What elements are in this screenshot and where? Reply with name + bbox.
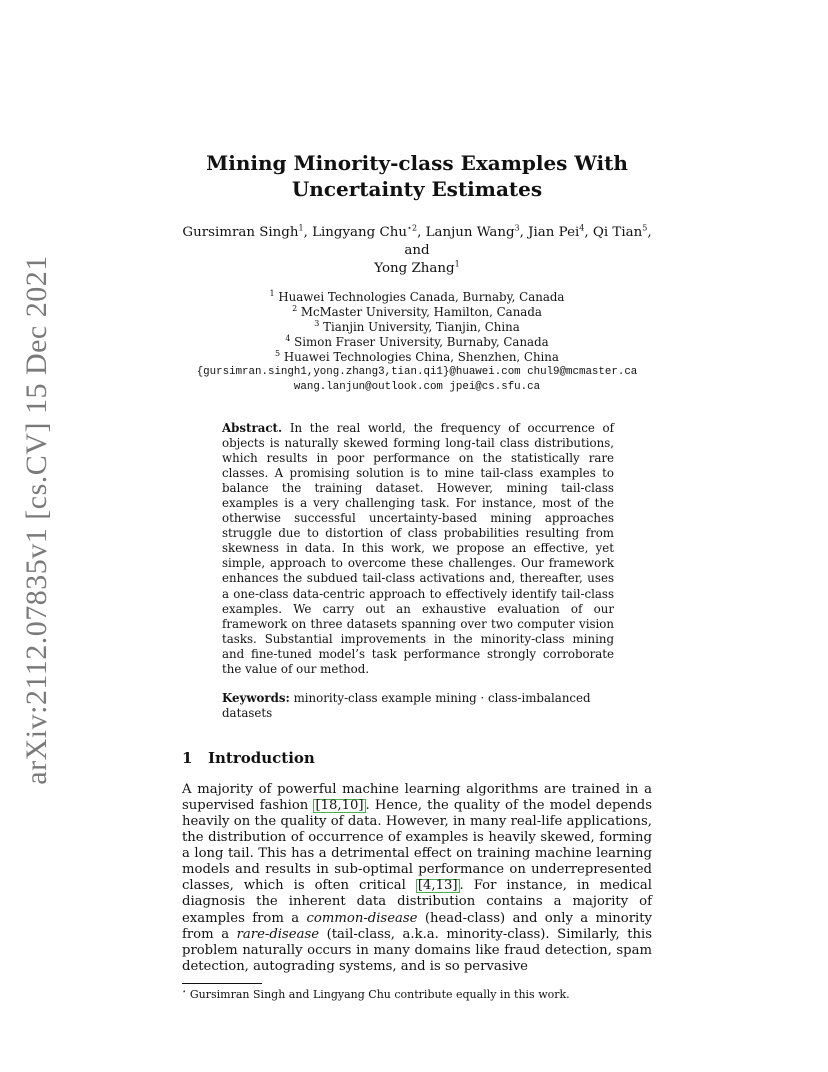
keywords-text: minority-class example mining · class-imbalanced datasets — [222, 690, 591, 720]
author: Lingyang Chu$^{⋆2}$ — [312, 223, 418, 240]
footnote-rule — [182, 983, 262, 984]
author: Jian Pei$^4$ — [528, 223, 585, 240]
author: Lanjun Wang$^3$ — [425, 223, 520, 240]
footnote-mark: ⋆ — [182, 987, 187, 996]
footnote-text: Gursimran Singh and Lingyang Chu contribute equally in this work. — [189, 987, 570, 1001]
abstract-label: Abstract. — [222, 421, 283, 435]
paper-title — [182, 150, 652, 202]
section-number: 1 — [182, 748, 193, 767]
author: Qi Tian$^5$ — [592, 223, 648, 240]
section-title: Introduction — [208, 748, 315, 767]
affiliation: $^2$ McMaster University, Hamilton, Canada — [292, 304, 542, 319]
author: Yong Zhang$^1$ — [374, 259, 460, 276]
email-line-2: wang.lanjun@outlook.com jpei@cs.sfu.ca — [293, 381, 541, 393]
section-heading — [182, 748, 652, 768]
citation-link[interactable]: [4,13] — [417, 878, 458, 894]
title-line-2: Uncertainty Estimates — [291, 177, 543, 201]
affiliation: $^4$ Simon Fraser University, Burnaby, Canada — [285, 334, 549, 349]
citation-link[interactable]: [18,10] — [315, 797, 364, 813]
arxiv-identifier: arXiv:2112.07835v1 [cs.CV] 15 Dec 2021 — [20, 255, 53, 785]
keywords — [222, 691, 614, 721]
affiliation: $^5$ Huawei Technologies China, Shenzhen, China — [275, 349, 559, 364]
keywords-label: Keywords: — [222, 690, 290, 705]
email-line-1: {gursimran.singh1,yong.zhang3,tian.qi1}@huawei.com chul9@mcmaster.ca — [196, 366, 638, 378]
affiliation: $^1$ Huawei Technologies Canada, Burnaby, Canada — [269, 289, 565, 304]
footnote — [182, 988, 652, 1002]
abstract-text: In the real world, the frequency of occurrence of objects is naturally skewed forming long-tail class distributions, which results in poor performance on the statistically rare classes. A promising solution is to mine tail-class examples to balance the training dataset. However, mining tail-class examples is a very challenging task. For instance, most of the otherwise successful uncertainty-based mining approaches struggle due to distortion of class probabilities resulting from skewness in data. In this work, we propose an effective, yet simple, approach to overcome these challenges. Our framework enhances the subdued tail-class activations and, thereafter, uses a one-class data-centric approach to effectively identify tail-class examples. We carry out an exhaustive evaluation of our framework on three datasets spanning over two computer vision tasks. Substantial improvements in the minority-class mining and fine-tuned model’s task performance strongly corroborate the value of our method. — [222, 421, 614, 676]
intro-paragraph: A majority of powerful machine learning algorithms are trained in a supervised fashion [18,10] . Hence, the quality of the model depends heavily on the quality of data. However, in many real-life applications, the distribution of occurrence of examples is heavily skewed, forming a long tail. This has a detrimental effect on training machine learning models and results in sub-optimal performance on underrepresented classes, which is often critical [4,13] . For instance, in medical diagnosis the inherent data distribution contains a majority of examples from a common-disease (head-class) and only a minority from a rare-disease (tail-class, a.k.a. minority-class). Similarly, this problem naturally occurs in many domains like fraud detection, spam detection, autograding systems, and is so pervasive — [182, 781, 652, 974]
abstract — [222, 421, 614, 677]
author-list: Gursimran Singh$^1$, Lingyang Chu$^{⋆2}$, Lanjun Wang$^3$, Jian Pei$^4$, Qi Tian$^5$, and Yong Zhang$^1$ — [182, 223, 652, 276]
author-and: and — [404, 243, 430, 258]
affiliation: $^3$ Tianjin University, Tianjin, China — [314, 319, 520, 334]
paper-page — [182, 150, 652, 1002]
affiliations — [182, 290, 652, 395]
author: Gursimran Singh$^1$ — [182, 223, 304, 240]
title-line-1: Mining Minority-class Examples With — [206, 151, 628, 175]
